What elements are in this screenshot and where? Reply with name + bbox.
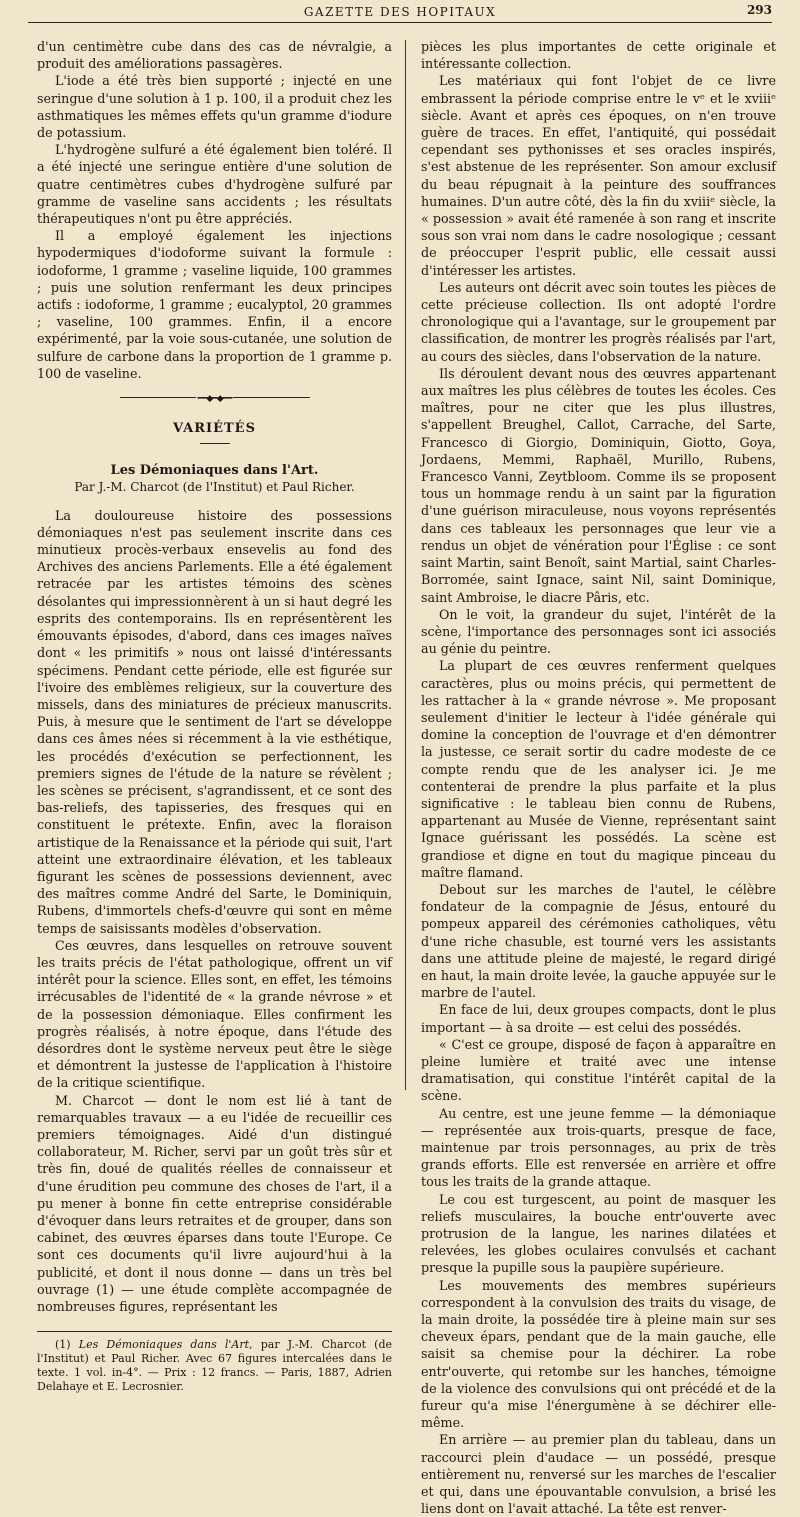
paragraph: Il a employé également les injections hypodermiques d'iodoforme suivant la formule : iodoforme, 1 gramme ; vaseline liquide, 100 grammes ; puis une solution renfermant les deux principes actifs : iodoforme, 1 gramme ; eucalyptol, 20 grammes ; vaseline, 100 grammes. Enfin, il a encore expérimenté, par la voie sous-cutanée, une solution de sulfure de carbone dans la proportion de 1 gramme p. 100 de vaseline. <box>37 228 392 381</box>
ornament-glyph: ━━◆━◆━━ <box>196 391 234 408</box>
footnote-text: par J.-M. Charcot (de l'Institut) et Paul Richer. Avec 67 figures intercalées dans le texte. 1 vol. in-4°. — Prix : 12 francs. — Paris, 1887, Adrien Delahaye et E. Lecrosnier. <box>37 1338 392 1394</box>
paragraph: M. Charcot — dont le nom est lié à tant de remarquables travaux — a eu l'idée de recueillir ces premiers témoignages. Aidé d'un distingué collaborateur, M. Richer, servi par un goût très sûr et très fin, doué de qualités réelles de connaisseur et d'une érudition peu commune des choses de l'art, il a pu mener à bonne fin cette entreprise considérable d'évoquer dans leurs retraites et de grouper, dans son cabinet, des œuvres éparses dans toute l'Europe. Ce sont ces documents qu'il livre aujourd'hui à la publicité, et dont il nous donne — dans un très bel ouvrage (1) — une étude complète accompagnée de nombreuses figures, représentant les <box>37 1092 392 1315</box>
paragraph: L'hydrogène sulfuré a été également bien toléré. Il a été injecté une seringue entière d'une solution de quatre centimètres cubes d'hydrogène sulfuré par gramme de vaseline sans accidents ; les résultats thérapeutiques n'ont pu être appréciés. <box>37 142 392 227</box>
paragraph: pièces les plus importantes de cette originale et intéressante collection. <box>421 39 776 72</box>
paragraph: On le voit, la grandeur du sujet, l'intérêt de la scène, l'importance des personnages sont ici associés au génie du peintre. <box>421 606 776 657</box>
paragraph: Les mouvements des membres supérieurs correspondent à la convulsion des traits du visage, de la main droite, la possédée tire à pleine main sur ses cheveux épars, pendant que de la main gauche, elle saisit sa chemise pour la déchirer. La robe entr'ouverte, qui retombe sur les hanches, témoigne de la violence des convulsions qui ont précédé et de la fureur qu'a mise l'énergumène à se déchirer elle-même. <box>421 1277 776 1431</box>
footnote-book-title: Les Démoniaques dans l'Art, <box>78 1338 253 1352</box>
ornamental-rule <box>120 394 310 405</box>
column-divider <box>405 40 406 1090</box>
paragraph: Au centre, est une jeune femme — la démoniaque — représentée aux trois-quarts, presque de face, maintenue par trois personnages, au prix de très grands efforts. Elle est renversée en arrière et offre tous les traits de la grande attaque. <box>421 1105 776 1190</box>
article-title: Les Démoniaques dans l'Art. <box>110 463 319 479</box>
paragraph: « C'est ce groupe, disposé de façon à apparaître en pleine lumière et traité avec une intense dramatisation, qui constitue l'intérêt capital de la scène. <box>421 1036 776 1104</box>
right-column <box>421 38 776 1517</box>
journal-title: GAZETTE DES HOPITAUX <box>303 5 497 19</box>
short-divider <box>200 443 230 444</box>
paragraph: d'un centimètre cube dans des cas de névralgie, a produit des améliorations passagères. <box>37 39 392 72</box>
footnote <box>37 1338 392 1394</box>
paragraph: L'iode a été très bien supporté ; injecté en une seringue d'une solution à 1 p. 100, il a produit chez les asthmatiques les mêmes effets qu'un gramme d'iodure de potassium. <box>37 73 392 141</box>
paragraph: Ces œuvres, dans lesquelles on retrouve souvent les traits précis de l'état pathologique, offrent un vif intérêt pour la science. Elles sont, en effet, les témoins irrécusables de l'identité de « la grande névrose » et de la possession démoniaque. Elles confirment les progrès réalisés, à notre époque, dans l'étude des désordres dont le système nerveux peut être le siège et démontrent la justesse de l'application à l'histoire de la critique scientifique. <box>37 937 392 1091</box>
section-title: VARIÉTÉS <box>173 421 256 437</box>
paragraph: Debout sur les marches de l'autel, le célèbre fondateur de la compagnie de Jésus, entouré du pompeux appareil des cérémonies catholiques, vêtu d'une riche chasuble, est tourné vers les assistants dans une attitude pleine de majesté, le regard dirigé en haut, la main droite levée, la gauche appuyée sur le marbre de l'autel. <box>421 881 776 1001</box>
article-byline: Par J.-M. Charcot (de l'Institut) et Paul Richer. <box>74 480 355 495</box>
page-number: 293 <box>746 3 772 17</box>
paragraph: En face de lui, deux groupes compacts, dont le plus important — à sa droite — est celui des possédés. <box>421 1002 776 1035</box>
paragraph: La plupart de ces œuvres renferment quelques caractères, plus ou moins précis, qui permettent de les rattacher à la « grande névrose ». Me proposant seulement d'initier le lecteur à l'idée générale qui domine la conception de l'ouvrage et d'en démontrer la justesse, ce serait sortir du cadre modeste de ce compte rendu que de les analyser ici. Je me contenterai de prendre la plus parfaite et la plus significative : le tableau bien connu de Rubens, appartenant au Musée de Vienne, représentant saint Ignace guérissant les possédés. La scène est grandiose et digne en tout du magique pinceau du maître flamand. <box>421 658 776 880</box>
paragraph: Les auteurs ont décrit avec soin toutes les pièces de cette précieuse collection. Ils ont adopté l'ordre chronologique qui a l'avantage, sur le groupement par classification, de montrer les progrès réalisés par l'art, au cours des siècles, dans l'observation de la nature. <box>421 279 776 364</box>
paragraph: Le cou est turgescent, au point de masquer les reliefs musculaires, la bouche entr'ouverte avec protrusion de la langue, les narines dilatées et relevées, les globes oculaires convulsés et cachant presque la pupille sous la paupière supérieure. <box>421 1191 776 1276</box>
paragraph: Ils déroulent devant nous des œuvres appartenant aux maîtres les plus célèbres de toutes les écoles. Ces maîtres, pour ne citer que les plus illustres, s'appellent Breughel, Callot, Carrache, del Sarte, Francesco di Giorgio, Dominiquin, Giotto, Goya, Jordaens, Memmi, Raphaël, Murillo, Rubens, Francesco Vanni, Zeytbloom. Comme ils se proposent tous un hommage rendu à un saint par la figuration d'une guérison miraculeuse, nous voyons représentés dans ces tableaux les personnages que leur vie a rendus un objet de vénération pour l'Église : ce sont saint Martin, saint Benoît, saint Martial, saint Charles-Borromée, saint Ignace, saint Nil, saint Dominique, saint Ambroise, le diacre Pâris, etc. <box>421 365 776 605</box>
paragraph: En arrière — au premier plan du tableau, dans un raccourci plein d'audace — un possédé, presque entièrement nu, renversé sur les marches de l'escalier et qui, dans une épouvantable convulsion, a brisé les liens dont on l'avait attaché. La tête est renver- <box>421 1432 776 1517</box>
page-header <box>28 2 772 23</box>
paragraph: Les matériaux qui font l'objet de ce livre embrassent la période comprise entre le vᵉ et le xviiiᵉ siècle. Avant et après ces époques, on n'en trouve guère de traces. En effet, l'antiquité, qui possédait cependant ses pythonisses et ses oracles inspirés, s'est abstenue de les représenter. Son amour exclusif du beau répugnait à la peinture des souffrances humaines. D'un autre côté, dès la fin du xviiiᵉ siècle, la « possession » avait été ramenée à son rang et inscrite sous son vrai nom dans le cadre nosologique ; cessant de préoccuper l'esprit public, elle cessait aussi d'intéresser les artistes. <box>421 73 776 278</box>
paragraph: La douloureuse histoire des possessions démoniaques n'est pas seulement inscrite dans ces minutieux procès-verbaux ensevelis au fond des Archives des anciens Parlements. Elle a été également retracée par les artistes témoins des scènes désolantes qui impressionnèrent à un si haut degré les esprits des contemporains. Ils en représentèrent les émouvants épisodes, d'abord, dans ces images naïves dont « les primitifs » nous ont laissé d'intéressants spécimens. Pendant cette période, elle est figurée sur l'ivoire des emblèmes religieux, sur la couverture des missels, dans des miniatures de précieux manuscrits. Puis, à mesure que le sentiment de l'art se développe dans ces âmes nées si récemment à la vie esthétique, les procédés d'exécution se perfectionnent, les premiers signes de l'étude de la nature se révèlent ; les scènes se précisent, s'agrandissent, et ce sont des bas-reliefs, des tapisseries, des fresques qui en constituent le prétexte. Enfin, avec la floraison artistique de la Renaissance et la période qui suit, l'art atteint une extraordinaire élévation, et les tableaux figurant les scènes de possessions deviennent, avec des maîtres comme André del Sarte, le Dominiquin, Rubens, d'immortels chefs-d'œuvre qui sont en même temps de saisissants modèles d'observation. <box>37 507 392 936</box>
footnote-divider <box>37 1331 392 1332</box>
left-column <box>37 38 392 1394</box>
footnote-marker: (1) <box>55 1338 71 1352</box>
